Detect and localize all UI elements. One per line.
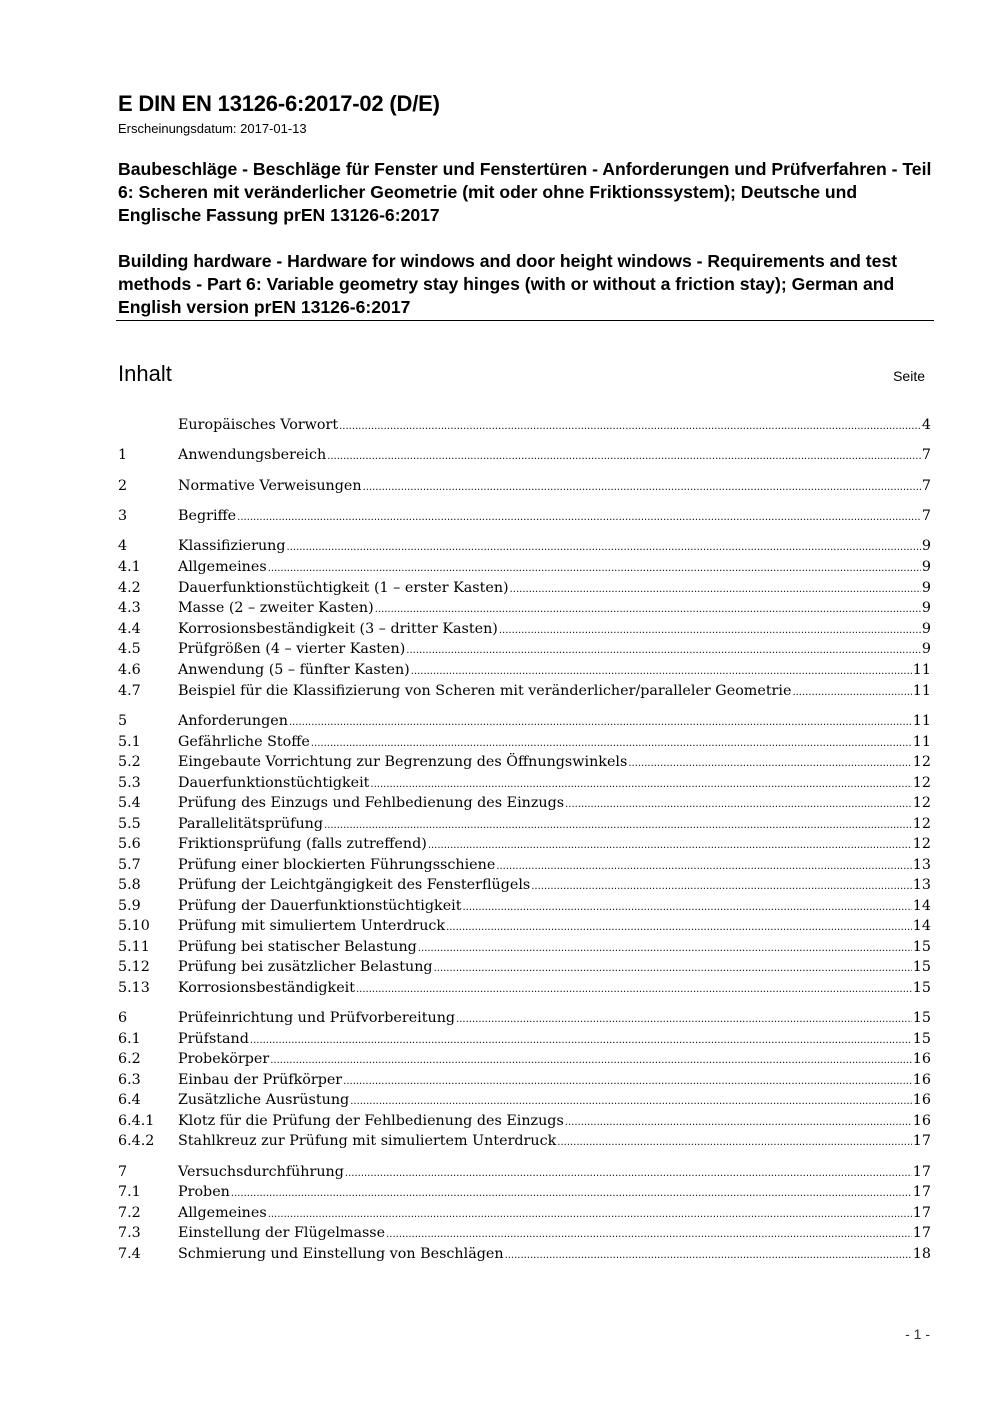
toc-entry-number: 4.5 bbox=[118, 641, 141, 657]
toc-entry-title: Dauerfunktionstüchtigkeit bbox=[178, 775, 370, 791]
toc-dot-leader bbox=[557, 1137, 912, 1148]
toc-entry-number: 5.7 bbox=[118, 857, 141, 873]
toc-entry-page: 7 bbox=[921, 447, 931, 463]
toc-dot-leader bbox=[510, 584, 921, 595]
toc-dot-leader bbox=[565, 1117, 912, 1128]
toc-entry-number: 4.4 bbox=[118, 621, 141, 637]
toc-entry-title: Begriffe bbox=[178, 508, 237, 524]
toc-dot-leader bbox=[270, 1055, 912, 1066]
toc-entry-page: 12 bbox=[912, 775, 931, 791]
toc-entry-title: Proben bbox=[178, 1184, 230, 1200]
toc-dot-leader bbox=[386, 1229, 912, 1240]
toc-entry[interactable] bbox=[118, 1092, 931, 1112]
toc-entry-title: Allgemeines bbox=[178, 1205, 267, 1221]
toc-entry-title: Prüfgrößen (4 – vierter Kasten) bbox=[178, 641, 406, 657]
toc-entry-number: 3 bbox=[118, 508, 128, 524]
toc-entry-title: Europäisches Vorwort bbox=[178, 417, 339, 433]
toc-entry-title: Zusätzliche Ausrüstung bbox=[178, 1092, 350, 1108]
toc-entry-number: 4.7 bbox=[118, 683, 141, 699]
toc-entry-page: 17 bbox=[912, 1133, 931, 1149]
toc-entry-page: 7 bbox=[921, 478, 931, 494]
toc-entry-title: Einbau der Prüfkörper bbox=[178, 1072, 343, 1088]
toc-entry[interactable] bbox=[118, 754, 931, 774]
toc-entry-title: Stahlkreuz zur Prüfung mit simuliertem Unterdruck bbox=[178, 1133, 557, 1149]
toc-entry-title: Masse (2 – zweiter Kasten) bbox=[178, 600, 374, 616]
toc-dot-leader bbox=[231, 1188, 912, 1199]
toc-entry-number: 4 bbox=[118, 538, 128, 554]
toc-entry[interactable] bbox=[118, 1051, 931, 1071]
toc-entry-page: 15 bbox=[912, 1010, 931, 1026]
toc-entry-page: 9 bbox=[921, 559, 931, 575]
toc-entry-title: Korrosionsbeständigkeit bbox=[178, 980, 355, 996]
toc-entry-page: 12 bbox=[912, 754, 931, 770]
toc-entry-page: 13 bbox=[912, 877, 931, 893]
toc-dot-leader bbox=[268, 1209, 912, 1220]
publication-date: Erscheinungsdatum: 2017-01-13 bbox=[118, 121, 307, 136]
toc-entry[interactable] bbox=[118, 918, 931, 938]
toc-entry-title: Anwendungsbereich bbox=[178, 447, 327, 463]
toc-dot-leader bbox=[411, 666, 912, 677]
toc-entry-page: 7 bbox=[921, 508, 931, 524]
toc-entry-number: 6 bbox=[118, 1010, 128, 1026]
toc-entry-number: 4.3 bbox=[118, 600, 141, 616]
toc-entry[interactable] bbox=[118, 898, 931, 918]
toc-dot-leader bbox=[406, 645, 921, 656]
toc-entry-page: 16 bbox=[912, 1113, 931, 1129]
toc-dot-leader bbox=[343, 1076, 912, 1087]
toc-entry-page: 17 bbox=[912, 1205, 931, 1221]
toc-dot-leader bbox=[339, 421, 921, 432]
toc-entry-number: 7.3 bbox=[118, 1225, 141, 1241]
toc-entry[interactable] bbox=[118, 1184, 931, 1204]
toc-entry-title: Einstellung der Flügelmasse bbox=[178, 1225, 386, 1241]
toc-entry-title: Prüfstand bbox=[178, 1031, 249, 1047]
toc-entry-number: 7.1 bbox=[118, 1184, 141, 1200]
toc-entry[interactable] bbox=[118, 559, 931, 579]
toc-entry-number: 6.2 bbox=[118, 1051, 141, 1067]
toc-entry-title: Prüfung bei statischer Belastung bbox=[178, 939, 417, 955]
toc-entry-title: Normative Verweisungen bbox=[178, 478, 362, 494]
toc-dot-leader bbox=[311, 738, 912, 749]
toc-entry-page: 12 bbox=[912, 816, 931, 832]
toc-entry-number: 5.10 bbox=[118, 918, 150, 934]
toc-dot-leader bbox=[428, 840, 912, 851]
toc-entry-number: 5 bbox=[118, 713, 128, 729]
toc-dot-leader bbox=[446, 922, 912, 933]
toc-entry[interactable] bbox=[118, 1205, 931, 1225]
toc-entry-number: 5.12 bbox=[118, 959, 150, 975]
toc-entry-page: 14 bbox=[912, 918, 931, 934]
toc-entry-number: 7.4 bbox=[118, 1246, 141, 1262]
toc-entry-number: 5.2 bbox=[118, 754, 141, 770]
toc-entry-page: 11 bbox=[912, 734, 931, 750]
toc-entry[interactable] bbox=[118, 508, 931, 528]
toc-entry-page: 13 bbox=[912, 857, 931, 873]
toc-entry-number: 6.4 bbox=[118, 1092, 141, 1108]
toc-entry[interactable] bbox=[118, 478, 931, 498]
toc-dot-leader bbox=[375, 604, 921, 615]
toc-entry-page: 15 bbox=[912, 959, 931, 975]
toc-dot-leader bbox=[462, 902, 911, 913]
title-german: Baubeschläge - Beschläge für Fenster und Fenstertüren - Anforderungen und Prüfverfahren - Teil 6: Scheren mit veränderlicher Geometrie (mit oder ohne Friktionssystem); Deutsche und Englische Fassung prEN 13126-6:2017 bbox=[118, 159, 932, 225]
toc-dot-leader bbox=[356, 984, 912, 995]
toc-entry[interactable] bbox=[118, 795, 931, 815]
toc-entry-number: 6.3 bbox=[118, 1072, 141, 1088]
toc-entry-title: Probekörper bbox=[178, 1051, 270, 1067]
toc-entry[interactable] bbox=[118, 1133, 931, 1153]
toc-entry-title: Prüfung einer blockierten Führungsschiene bbox=[178, 857, 496, 873]
toc-entry[interactable] bbox=[118, 662, 931, 682]
toc-entry-title: Dauerfunktionstüchtigkeit (1 – erster Kasten) bbox=[178, 580, 509, 596]
toc-entry-number: 5.3 bbox=[118, 775, 141, 791]
toc-dot-leader bbox=[289, 717, 912, 728]
toc-entry-title: Klotz für die Prüfung der Fehlbedienung des Einzugs bbox=[178, 1113, 564, 1129]
toc-entry-page: 11 bbox=[912, 713, 931, 729]
toc-dot-leader bbox=[418, 943, 912, 954]
toc-entry-number: 6.4.1 bbox=[118, 1113, 155, 1129]
toc-entry-number: 4.1 bbox=[118, 559, 141, 575]
toc-entry-page: 15 bbox=[912, 939, 931, 955]
toc-page-label: Seite bbox=[893, 368, 925, 384]
toc-entry-page: 17 bbox=[912, 1184, 931, 1200]
toc-entry-page: 15 bbox=[912, 980, 931, 996]
toc-entry-title: Allgemeines bbox=[178, 559, 267, 575]
toc-entry-title: Beispiel für die Klassifizierung von Scheren mit veränderlicher/paralleler Geometrie bbox=[178, 683, 792, 699]
toc-entry-number: 7.2 bbox=[118, 1205, 141, 1221]
toc-entry[interactable] bbox=[118, 1225, 931, 1245]
toc-entry-page: 11 bbox=[912, 662, 931, 678]
toc-entry-title: Klassifizierung bbox=[178, 538, 286, 554]
toc-entry[interactable] bbox=[118, 1031, 931, 1051]
header-divider bbox=[116, 320, 934, 321]
toc-dot-leader bbox=[237, 512, 921, 523]
toc-entry[interactable] bbox=[118, 580, 931, 600]
toc-dot-leader bbox=[565, 799, 912, 810]
toc-entry[interactable] bbox=[118, 959, 931, 979]
toc-dot-leader bbox=[456, 1014, 912, 1025]
toc-entry-title: Eingebaute Vorrichtung zur Begrenzung des Öffnungswinkels bbox=[178, 754, 628, 770]
toc-entry-page: 18 bbox=[912, 1246, 931, 1262]
toc-entry-page: 9 bbox=[921, 621, 931, 637]
toc-entry-page: 9 bbox=[921, 538, 931, 554]
toc-entry-number: 1 bbox=[118, 447, 128, 463]
toc-entry-page: 11 bbox=[912, 683, 931, 699]
toc-entry[interactable] bbox=[118, 1072, 931, 1092]
toc-heading: Inhalt bbox=[118, 361, 172, 386]
toc-dot-leader bbox=[287, 542, 921, 553]
toc-entry-page: 17 bbox=[912, 1225, 931, 1241]
toc-entry-number: 4.6 bbox=[118, 662, 141, 678]
toc-entry[interactable] bbox=[118, 683, 931, 703]
toc-entry-title: Anwendung (5 – fünfter Kasten) bbox=[178, 662, 410, 678]
toc-entry[interactable] bbox=[118, 816, 931, 836]
toc-entry[interactable] bbox=[118, 713, 931, 733]
toc-entry-title: Prüfung der Dauerfunktionstüchtigkeit bbox=[178, 898, 462, 914]
toc-entry-page: 12 bbox=[912, 795, 931, 811]
toc-dot-leader bbox=[496, 861, 911, 872]
toc-entry-number: 5.1 bbox=[118, 734, 141, 750]
toc-entry-page: 4 bbox=[921, 417, 931, 433]
document-title: E DIN EN 13126-6:2017-02 (D/E) bbox=[118, 91, 440, 116]
toc-entry[interactable] bbox=[118, 538, 931, 558]
toc-entry-number: 4.2 bbox=[118, 580, 141, 596]
toc-entry-title: Prüfung mit simuliertem Unterdruck bbox=[178, 918, 446, 934]
toc-entry[interactable] bbox=[118, 734, 931, 754]
toc-entry[interactable] bbox=[118, 1246, 931, 1266]
toc-dot-leader bbox=[370, 779, 911, 790]
toc-dot-leader bbox=[268, 563, 921, 574]
toc-entry-title: Versuchsdurchführung bbox=[178, 1164, 344, 1180]
toc-entry-page: 9 bbox=[921, 580, 931, 596]
toc-entry-title: Parallelitätsprüfung bbox=[178, 816, 324, 832]
toc-dot-leader bbox=[250, 1035, 912, 1046]
toc-entry-number: 5.6 bbox=[118, 836, 141, 852]
toc-dot-leader bbox=[324, 820, 912, 831]
toc-dot-leader bbox=[628, 758, 911, 769]
toc-entry-title: Gefährliche Stoffe bbox=[178, 734, 310, 750]
toc-entry-number: 5.8 bbox=[118, 877, 141, 893]
toc-dot-leader bbox=[505, 1250, 912, 1261]
toc-entry-page: 15 bbox=[912, 1031, 931, 1047]
toc-entry-title: Prüfung des Einzugs und Fehlbedienung des Einzugs bbox=[178, 795, 565, 811]
toc-entry[interactable] bbox=[118, 1164, 931, 1184]
toc-entry-page: 16 bbox=[912, 1051, 931, 1067]
title-english: Building hardware - Hardware for windows and door height windows - Requirements and test methods - Part 6: Variable geometry stay hinges (with or without a friction stay); German and English version prEN 13126-6:2017 bbox=[118, 251, 898, 317]
toc-dot-leader bbox=[345, 1168, 912, 1179]
toc-entry-page: 9 bbox=[921, 600, 931, 616]
toc-entry[interactable] bbox=[118, 1010, 931, 1030]
toc-entry-title: Schmierung und Einstellung von Beschlägen bbox=[178, 1246, 504, 1262]
toc-entry-page: 14 bbox=[912, 898, 931, 914]
toc-entry[interactable] bbox=[118, 621, 931, 641]
toc-entry[interactable] bbox=[118, 417, 931, 437]
toc-entry[interactable] bbox=[118, 939, 931, 959]
toc-entry-number: 5.11 bbox=[118, 939, 150, 955]
toc-entry-title: Prüfeinrichtung und Prüfvorbereitung bbox=[178, 1010, 456, 1026]
toc-dot-leader bbox=[792, 687, 911, 698]
toc-entry-page: 9 bbox=[921, 641, 931, 657]
toc-entry-title: Prüfung bei zusätzlicher Belastung bbox=[178, 959, 433, 975]
toc-entry-title: Anforderungen bbox=[178, 713, 288, 729]
toc-entry-number: 5.5 bbox=[118, 816, 141, 832]
toc-dot-leader bbox=[327, 451, 921, 462]
toc-entry-page: 17 bbox=[912, 1164, 931, 1180]
toc-dot-leader bbox=[363, 482, 921, 493]
toc-entry-number: 2 bbox=[118, 478, 128, 494]
toc-entry[interactable] bbox=[118, 641, 931, 661]
toc-entry-title: Korrosionsbeständigkeit (3 – dritter Kasten) bbox=[178, 621, 498, 637]
toc-entry[interactable] bbox=[118, 775, 931, 795]
toc-dot-leader bbox=[531, 881, 912, 892]
toc-entry-number: 5.13 bbox=[118, 980, 150, 996]
toc-entry-number: 6.1 bbox=[118, 1031, 141, 1047]
toc-entry[interactable] bbox=[118, 857, 931, 877]
toc-entry[interactable] bbox=[118, 980, 931, 1000]
page-number: - 1 - bbox=[905, 1326, 930, 1342]
toc-dot-leader bbox=[499, 625, 921, 636]
toc-entry-page: 16 bbox=[912, 1092, 931, 1108]
toc-entry-number: 5.9 bbox=[118, 898, 141, 914]
toc-entry-page: 16 bbox=[912, 1072, 931, 1088]
toc-entry[interactable] bbox=[118, 600, 931, 620]
toc-entry[interactable] bbox=[118, 836, 931, 856]
toc-entry-title: Friktionsprüfung (falls zutreffend) bbox=[178, 836, 427, 852]
toc-entry-number: 6.4.2 bbox=[118, 1133, 155, 1149]
toc-dot-leader bbox=[350, 1096, 912, 1107]
toc-entry-page: 12 bbox=[912, 836, 931, 852]
toc-entry[interactable] bbox=[118, 447, 931, 467]
toc-entry[interactable] bbox=[118, 877, 931, 897]
toc-entry-number: 5.4 bbox=[118, 795, 141, 811]
toc-dot-leader bbox=[434, 963, 912, 974]
toc-entry[interactable] bbox=[118, 1113, 931, 1133]
toc-entry-title: Prüfung der Leichtgängigkeit des Fensterflügels bbox=[178, 877, 531, 893]
toc-entry-number: 7 bbox=[118, 1164, 128, 1180]
